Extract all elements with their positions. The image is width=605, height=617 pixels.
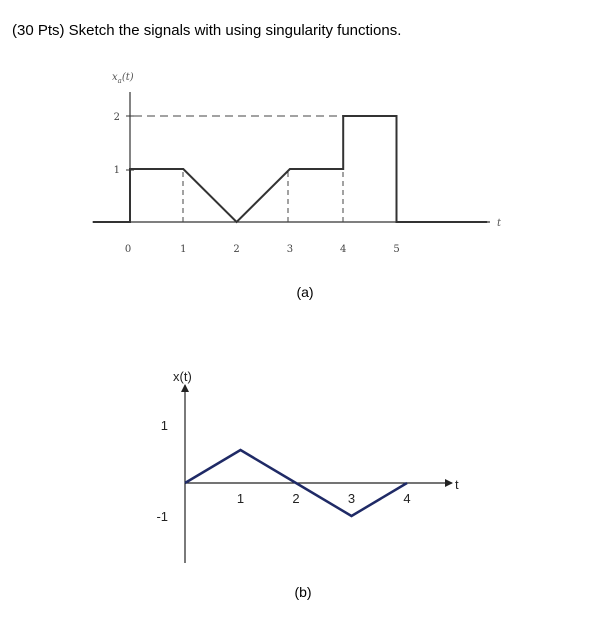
chart-a-x-tick-label: 2 <box>233 244 240 255</box>
chart-b-x-label: t <box>455 477 459 492</box>
chart-a-x-tick-label: 0 <box>124 244 132 255</box>
chart-b <box>156 369 459 600</box>
chart-b-x-tick-label: 4 <box>403 491 411 506</box>
chart-a-caption: (a) <box>296 284 314 300</box>
chart-b-caption: (b) <box>294 584 312 600</box>
chart-a <box>93 72 502 300</box>
chart-b-y-tick-label: -1 <box>156 509 168 524</box>
chart-a-y-label: $x_a(t)$ <box>112 72 134 85</box>
chart-a-y-tick-label: 2 <box>113 112 120 123</box>
chart-a-x-tick-label: 3 <box>286 244 294 255</box>
chart-b-x-tick-label: 2 <box>292 491 300 506</box>
question-text: (30 Pts) Sketch the signals with using singularity functions. <box>12 22 402 39</box>
chart-a-y-tick-label: 1 <box>113 165 120 176</box>
chart-a-x-tick-label: 1 <box>180 244 187 255</box>
chart-b-y-tick-label: 1 <box>160 418 168 433</box>
chart-a-x-label: t <box>497 218 502 229</box>
chart-a-x-tick-label: 5 <box>393 244 400 255</box>
chart-b-y-label: x(t) <box>173 369 192 384</box>
chart-a-signal-line <box>93 116 487 222</box>
chart-b-x-tick-label: 1 <box>236 491 245 506</box>
chart-b-x-tick-label: 3 <box>347 491 356 506</box>
chart-a-x-tick-label: 4 <box>340 244 347 255</box>
